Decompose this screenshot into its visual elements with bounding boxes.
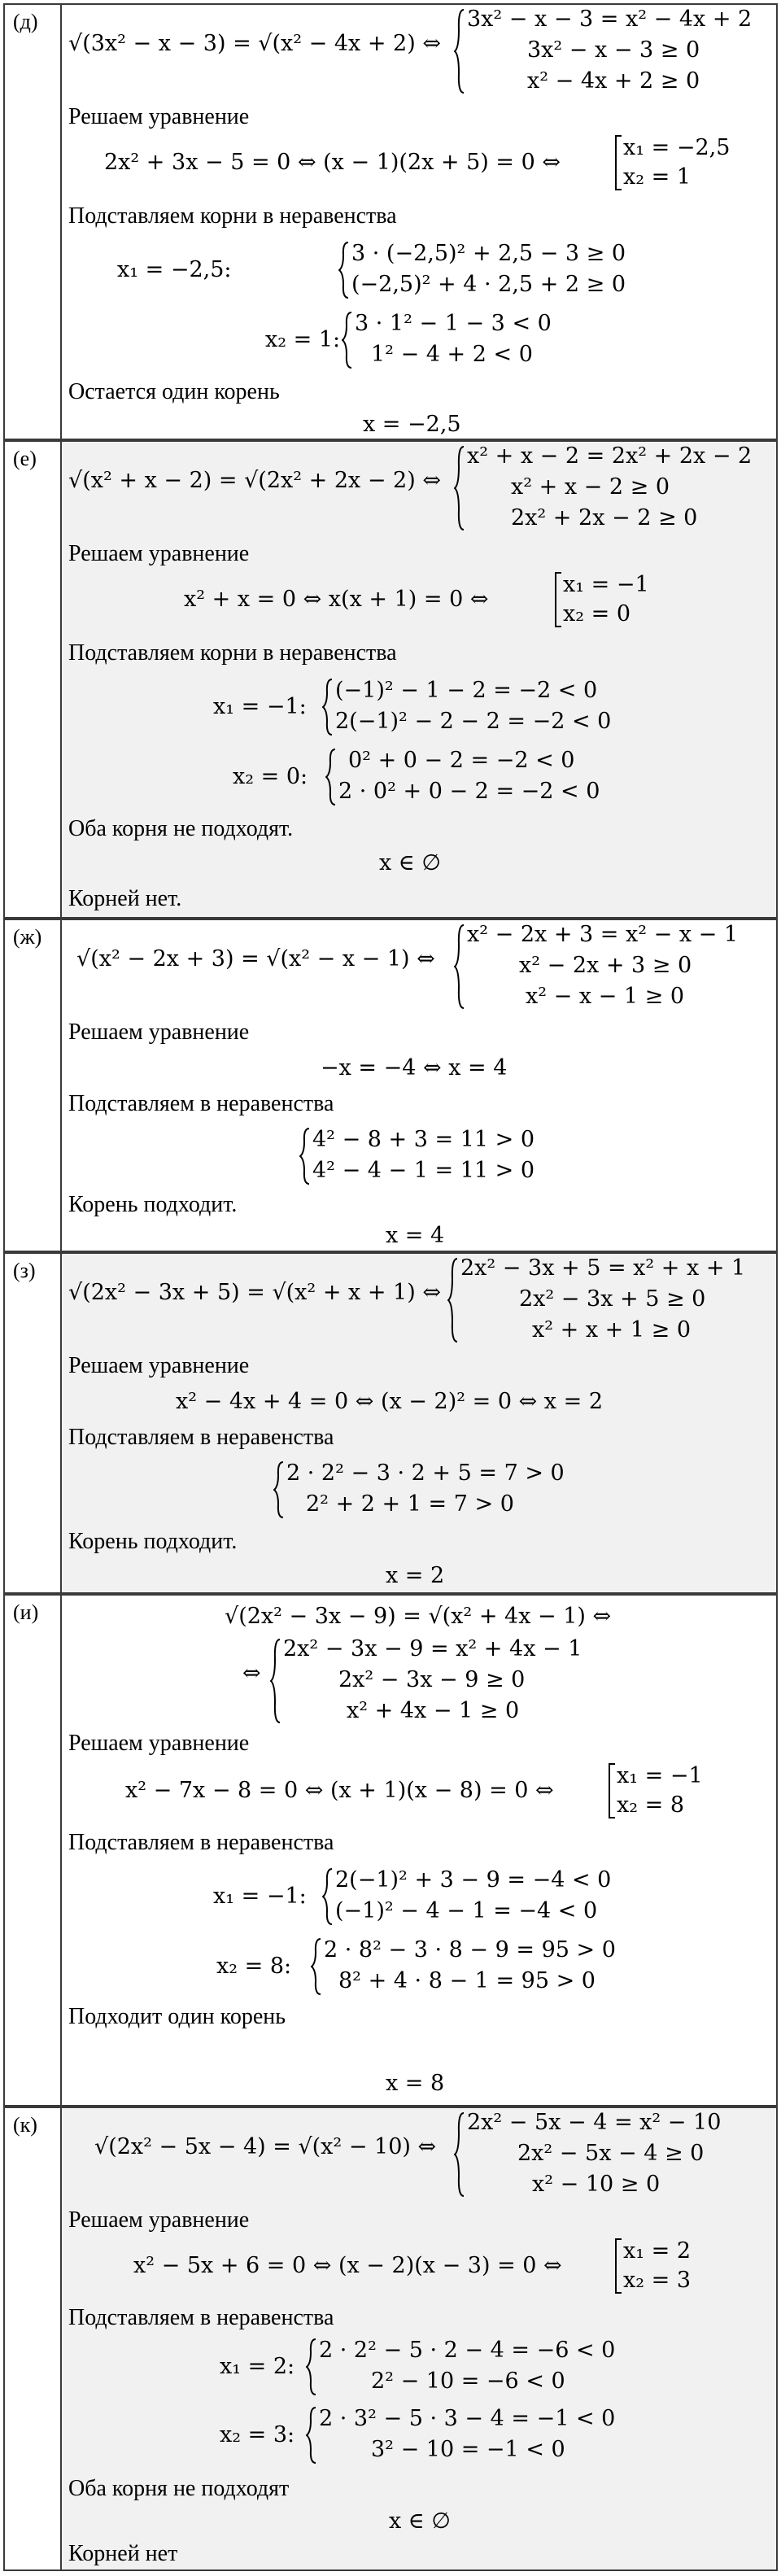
check-line: (−1)² − 4 − 1 = −4 < 0 (335, 1898, 598, 1923)
answer: x ∈ ∅ (379, 850, 441, 875)
system-line: x² + x − 2 ≥ 0 (511, 474, 670, 500)
system-line: x² − 2x + 3 ≥ 0 (519, 953, 692, 978)
system-line: x² − 10 ≥ 0 (532, 2172, 661, 2197)
system-line: 2x² + 2x − 2 ≥ 0 (511, 505, 698, 530)
row-label: (д) (13, 10, 38, 33)
row-label: (ж) (13, 925, 42, 949)
step-heading: Решаем уравнение (68, 1731, 250, 1756)
system-line: 2x² − 3x + 5 = x² + x + 1 (460, 1255, 746, 1281)
conclusion: Корней нет. (68, 886, 182, 911)
step-heading: Решаем уравнение (68, 2207, 250, 2233)
system-line: 2x² − 5x − 4 ≥ 0 (517, 2141, 705, 2166)
brace-icon (454, 8, 465, 94)
equation-line: x² + x = 0 ⇔ x(x + 1) = 0 ⇔ (184, 587, 489, 612)
row-label-cell (5, 442, 62, 917)
brace-icon (454, 923, 465, 1010)
row-label-cell (5, 5, 62, 439)
system-line: 2x² − 3x + 5 ≥ 0 (519, 1286, 706, 1312)
check-label: x₂ = 8: (216, 1954, 292, 1979)
brace-icon (322, 678, 334, 736)
system-line: x² + x + 1 ≥ 0 (532, 1317, 691, 1343)
step-heading: Оба корня не подходят. (68, 816, 294, 841)
brace-icon (447, 1257, 459, 1343)
roots-bracket (555, 572, 556, 627)
equation-line: −x = −4 ⇔ x = 4 (321, 1055, 508, 1081)
check-line: 4² − 4 − 1 = 11 > 0 (312, 1158, 535, 1183)
brace-icon (322, 1867, 334, 1926)
check-label: x₁ = −2,5: (117, 257, 232, 282)
equation-line: x² − 7x − 8 = 0 ⇔ (x + 1)(x − 8) = 0 ⇔ (125, 1778, 554, 1803)
step-heading: Остается один корень (68, 379, 280, 404)
check-label: x₂ = 1: (265, 327, 341, 352)
system-line: x² + x − 2 = 2x² + 2x − 2 (467, 443, 753, 469)
brace-icon (338, 241, 350, 299)
check-label: x₂ = 0: (233, 764, 308, 789)
row-z (3, 1252, 778, 1594)
row-e (3, 440, 778, 919)
check-line: 3 · (−2,5)² + 2,5 − 3 ≥ 0 (351, 241, 626, 266)
system-line: x² − 4x + 2 ≥ 0 (527, 68, 700, 94)
row-label: (е) (13, 447, 37, 470)
roots-bracket (609, 1763, 610, 1818)
check-label: x₁ = −1: (213, 694, 307, 719)
system-line: x² + 4x − 1 ≥ 0 (347, 1698, 520, 1723)
row-content (62, 442, 776, 917)
root-value: x₁ = −1 (617, 1763, 703, 1788)
brace-icon (342, 311, 353, 369)
check-line: 2 · 2² − 5 · 2 − 4 = −6 < 0 (319, 2338, 616, 2363)
row-label-cell (5, 2108, 62, 2569)
check-line: 2 · 3² − 5 · 3 − 4 = −1 < 0 (319, 2406, 616, 2431)
brace-icon (454, 445, 465, 531)
roots-bracket (615, 135, 617, 190)
answer: x = −2,5 (363, 412, 461, 437)
root-value: x₁ = −1 (563, 572, 649, 597)
step-heading: Подставляем корни в неравенства (68, 640, 397, 666)
brace-icon (454, 2111, 465, 2198)
step-heading: Оба корня не подходят (68, 2476, 290, 2501)
answer: x ∈ ∅ (389, 2508, 451, 2534)
equation-line: x² − 5x + 6 = 0 ⇔ (x − 2)(x − 3) = 0 ⇔ (133, 2253, 562, 2278)
row-label-cell (5, 1596, 62, 2105)
answer: x = 2 (386, 1563, 445, 1588)
check-line: 0² + 0 − 2 = −2 < 0 (348, 748, 575, 773)
row-content (62, 2108, 776, 2569)
row-label: (и) (13, 1600, 39, 1624)
root-value: x₂ = 8 (617, 1792, 685, 1818)
row-content (62, 1596, 776, 2105)
equation-line: √(2x² − 3x − 9) = √(x² + 4x − 1) ⇔ (225, 1604, 612, 1629)
check-line: 1² − 4 + 2 < 0 (371, 342, 533, 367)
check-line: 2(−1)² + 3 − 9 = −4 < 0 (335, 1867, 612, 1893)
row-label-cell (5, 1254, 62, 1592)
step-heading: Решаем уравнение (68, 1353, 250, 1378)
brace-icon (325, 748, 337, 806)
step-heading: Подставляем в неравенства (68, 1830, 334, 1855)
step-heading: Решаем уравнение (68, 541, 250, 566)
check-line: 2² − 10 = −6 < 0 (371, 2369, 565, 2394)
row-i (3, 1594, 778, 2107)
root-value: x₂ = 3 (623, 2268, 692, 2293)
row-content (62, 1254, 776, 1592)
brace-icon (306, 2338, 317, 2396)
step-heading: Подставляем в неравенства (68, 2305, 334, 2330)
check-line: 2 · 0² + 0 − 2 = −2 < 0 (338, 779, 600, 804)
check-line: 2(−1)² − 2 − 2 = −2 < 0 (335, 709, 612, 734)
brace-icon (306, 2406, 317, 2465)
check-line: 3² − 10 = −1 < 0 (371, 2437, 565, 2462)
equation-line: x² − 4x + 4 = 0 ⇔ (x − 2)² = 0 ⇔ x = 2 (176, 1389, 603, 1414)
equation-line: √(x² − 2x + 3) = √(x² − x − 1) ⇔ (76, 946, 435, 971)
system-line: x² − x − 1 ≥ 0 (526, 984, 684, 1009)
system-line: 3x² − x − 3 = x² − 4x + 2 (467, 7, 753, 32)
row-zh (3, 919, 778, 1252)
system-line: 3x² − x − 3 ≥ 0 (527, 37, 700, 63)
check-label: x₁ = −1: (213, 1884, 307, 1909)
root-value: x₂ = 1 (623, 164, 692, 190)
brace-icon (299, 1127, 311, 1185)
roots-bracket (615, 2238, 617, 2294)
check-line: 8² + 4 · 8 − 1 = 95 > 0 (338, 1968, 596, 1993)
step-heading: Решаем уравнение (68, 1019, 250, 1045)
check-line: 3 · 1² − 1 − 3 < 0 (355, 311, 552, 336)
check-label: x₁ = 2: (220, 2354, 295, 2379)
system-line: x² − 2x + 3 = x² − x − 1 (467, 922, 739, 947)
root-value: x₁ = 2 (623, 2238, 692, 2264)
row-label: (з) (13, 1259, 36, 1282)
equation-line: √(2x² − 3x + 5) = √(x² + x + 1) ⇔ (68, 1280, 441, 1305)
step-heading: Подставляем в неравенства (68, 1425, 334, 1450)
check-line: 4² − 8 + 3 = 11 > 0 (312, 1127, 535, 1152)
step-heading: Подходит один корень (68, 2004, 286, 2029)
answer: x = 8 (386, 2071, 445, 2096)
equivalence-symbol: ⇔ (242, 1661, 261, 1686)
equation-line: √(2x² − 5x − 4) = √(x² − 10) ⇔ (94, 2134, 437, 2159)
system-line: 2x² − 5x − 4 = x² − 10 (467, 2110, 722, 2135)
brace-icon (311, 1937, 322, 1996)
answer: x = 4 (386, 1223, 445, 1248)
row-content (62, 920, 776, 1251)
row-content (62, 5, 776, 439)
equation-line: √(x² + x − 2) = √(2x² + 2x − 2) ⇔ (68, 468, 441, 493)
check-line: 2 · 2² − 3 · 2 + 5 = 7 > 0 (286, 1460, 565, 1486)
solutions-table (3, 3, 778, 2571)
check-line: 2² + 2 + 1 = 7 > 0 (306, 1491, 514, 1517)
step-heading: Решаем уравнение (68, 104, 250, 129)
system-line: 2x² − 3x − 9 = x² + 4x − 1 (283, 1636, 582, 1661)
check-line: (−2,5)² + 4 · 2,5 + 2 ≥ 0 (351, 272, 626, 297)
row-k (3, 2107, 778, 2571)
check-line: 2 · 8² − 3 · 8 − 9 = 95 > 0 (324, 1937, 616, 1963)
equation-line: √(3x² − x − 3) = √(x² − 4x + 2) ⇔ (68, 31, 441, 56)
row-label: (к) (13, 2113, 37, 2137)
step-heading: Подставляем корни в неравенства (68, 203, 397, 229)
equation-line: 2x² + 3x − 5 = 0 ⇔ (x − 1)(2x + 5) = 0 ⇔ (104, 150, 561, 175)
step-heading: Корень подходит. (68, 1192, 238, 1217)
root-value: x₁ = −2,5 (623, 135, 731, 160)
step-heading: Подставляем в неравенства (68, 1091, 334, 1116)
step-heading: Корень подходит. (68, 1529, 238, 1554)
system-line: 2x² − 3x − 9 ≥ 0 (338, 1667, 526, 1692)
conclusion: Корней нет (68, 2541, 178, 2566)
check-label: x₂ = 3: (220, 2422, 295, 2447)
brace-icon (270, 1638, 281, 1724)
row-label-cell (5, 920, 62, 1251)
row-d (3, 3, 778, 440)
brace-icon (273, 1460, 285, 1519)
check-line: (−1)² − 1 − 2 = −2 < 0 (335, 678, 598, 703)
root-value: x₂ = 0 (563, 601, 631, 627)
